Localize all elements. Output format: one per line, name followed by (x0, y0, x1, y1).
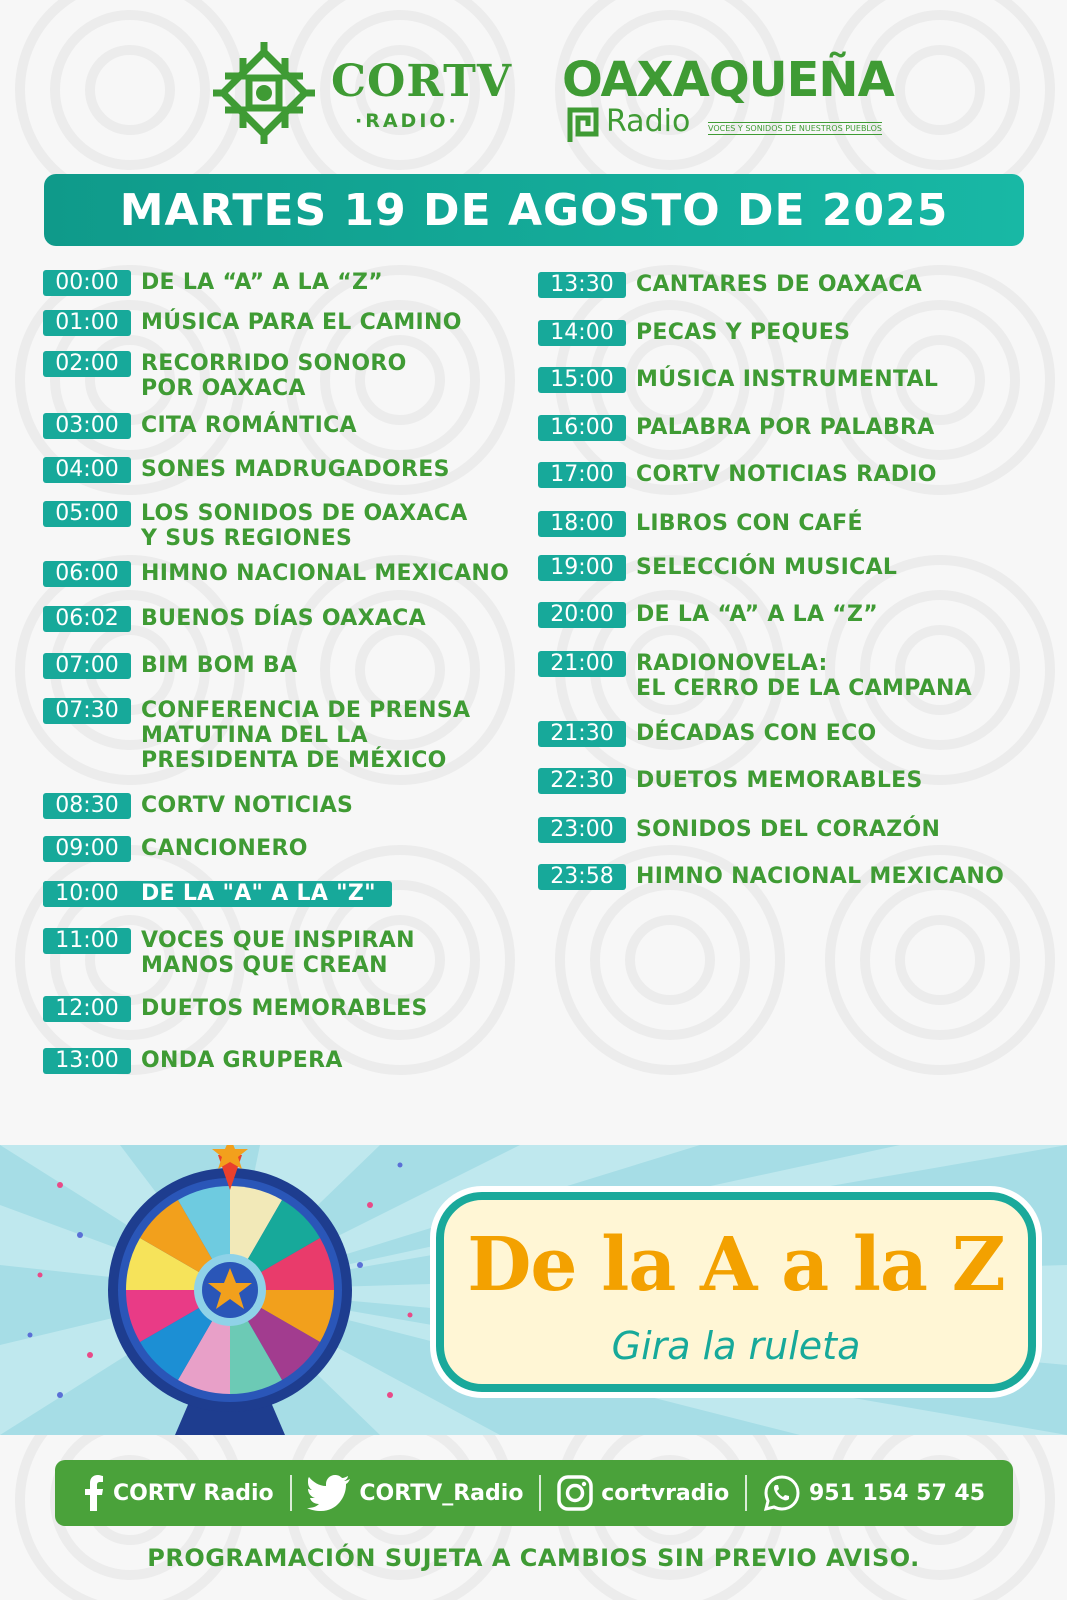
schedule-title: DÉCADAS CON ECO (636, 721, 877, 746)
schedule-title: DE LA “A” A LA “Z” (141, 270, 384, 295)
schedule-title: SONES MADRUGADORES (141, 457, 450, 482)
schedule-title: BUENOS DÍAS OAXACA (141, 606, 426, 631)
cortv-name: CORTV (331, 56, 513, 107)
schedule-time: 20:00 (538, 602, 626, 628)
schedule-title: CANTARES DE OAXACA (636, 272, 923, 297)
social-separator (539, 1475, 541, 1511)
disclaimer: PROGRAMACIÓN SUJETA A CAMBIOS SIN PREVIO AVISO. (147, 1544, 920, 1572)
schedule-time: 07:00 (43, 653, 131, 679)
schedule-entry (43, 793, 353, 819)
schedule-time: 15:00 (538, 367, 626, 393)
whatsapp-link[interactable] (763, 1474, 985, 1512)
schedule-time: 18:00 (538, 511, 626, 537)
schedule-entry (538, 817, 940, 843)
schedule-title: PECAS Y PEQUES (636, 320, 851, 345)
schedule-title: LIBROS CON CAFÉ (636, 511, 863, 536)
schedule-title: LOS SONIDOS DE OAXACA Y SUS REGIONES (141, 501, 468, 551)
schedule-entry (538, 864, 1004, 890)
schedule-time: 21:30 (538, 721, 626, 747)
schedule-title: HIMNO NACIONAL MEXICANO (636, 864, 1005, 889)
schedule-time: 06:02 (43, 606, 131, 632)
schedule-title: MÚSICA INSTRUMENTAL (636, 367, 939, 392)
social-separator (290, 1475, 292, 1511)
schedule-title: VOCES QUE INSPIRAN MANOS QUE CREAN (141, 928, 415, 978)
schedule-time: 04:00 (43, 457, 131, 483)
schedule-entry (538, 602, 878, 628)
oaxaquena-fret-icon (566, 106, 600, 146)
schedule-entry (43, 561, 509, 587)
schedule-entry (43, 457, 450, 483)
schedule-title: CORTV NOTICIAS (141, 793, 354, 818)
schedule-time: 07:30 (43, 698, 131, 724)
oaxaquena-name: OAXAQUEÑA (562, 52, 894, 108)
schedule-time: 23:58 (538, 864, 626, 890)
schedule-time: 13:00 (43, 1048, 131, 1074)
schedule-time: 03:00 (43, 413, 131, 439)
schedule-time: 02:00 (43, 351, 131, 377)
schedule-title: BIM BOM BA (141, 653, 298, 678)
facebook-icon (83, 1475, 105, 1511)
schedule-title: RECORRIDO SONORO POR OAXACA (141, 351, 407, 401)
schedule-title: CITA ROMÁNTICA (141, 413, 357, 438)
schedule-time: 16:00 (538, 415, 626, 441)
schedule-entry (43, 928, 415, 978)
schedule-time: 19:00 (538, 555, 626, 581)
schedule-title: ONDA GRUPERA (141, 1048, 343, 1073)
schedule-entry (43, 351, 407, 401)
promo-subtitle: Gira la ruleta (611, 1324, 861, 1368)
schedule-time: 13:30 (538, 272, 626, 298)
schedule-title: DUETOS MEMORABLES (636, 768, 923, 793)
schedule-title: SELECCIÓN MUSICAL (636, 555, 898, 580)
schedule-entry (43, 413, 357, 439)
schedule-entry (43, 996, 428, 1022)
schedule-time: 22:30 (538, 768, 626, 794)
twitter-bird-icon (307, 1475, 351, 1511)
schedule-title: RADIONOVELA: EL CERRO DE LA CAMPANA (636, 651, 973, 701)
schedule-entry (538, 415, 935, 441)
schedule-time: 08:30 (43, 793, 131, 819)
instagram-handle: cortvradio (601, 1480, 730, 1506)
schedule-title: SONIDOS DEL CORAZÓN (636, 817, 941, 842)
schedule-entry (43, 606, 426, 632)
schedule-time: 00:00 (43, 270, 131, 296)
oaxaquena-tagline: VOCES Y SONIDOS DE NUESTROS PUEBLOS (708, 124, 882, 133)
cortv-radio-logo (205, 36, 513, 151)
schedule-time: 21:00 (538, 651, 626, 677)
cortv-fret-logo-icon (205, 36, 323, 151)
schedule-time: 14:00 (538, 320, 626, 346)
schedule-time: 11:00 (43, 928, 131, 954)
date-banner (44, 174, 1024, 246)
twitter-handle: CORTV_Radio (359, 1480, 524, 1506)
schedule-time: 01:00 (43, 310, 131, 336)
schedule-entry (538, 555, 897, 581)
schedule-title: DE LA “A” A LA “Z” (636, 602, 879, 627)
schedule-title: CONFERENCIA DE PRENSA MATUTINA DEL LA PRESIDENTA DE MÉXICO (141, 698, 471, 773)
schedule-title: DUETOS MEMORABLES (141, 996, 428, 1021)
schedule-entry (538, 511, 863, 537)
schedule-title: PALABRA POR PALABRA (636, 415, 935, 440)
facebook-handle: CORTV Radio (112, 1480, 274, 1506)
cortv-radio-sub: ·RADIO· (355, 110, 459, 132)
schedule-title: DE LA "A" A LA "Z" (141, 881, 376, 906)
schedule-title: CORTV NOTICIAS RADIO (636, 462, 937, 487)
social-separator (745, 1475, 747, 1511)
schedule-title: CANCIONERO (141, 836, 308, 861)
schedule-entry (43, 698, 470, 773)
date-text: MARTES 19 DE AGOSTO DE 2025 (119, 184, 949, 236)
social-bar (55, 1460, 1013, 1526)
schedule-time: 09:00 (43, 836, 131, 862)
schedule-entry (43, 501, 468, 551)
schedule-title: MÚSICA PARA EL CAMINO (141, 310, 462, 335)
whatsapp-icon (763, 1474, 801, 1512)
schedule-entry (43, 1048, 343, 1074)
schedule-entry (43, 310, 462, 336)
schedule-entry (43, 881, 392, 907)
schedule-entry (43, 836, 308, 862)
oaxaquena-radio-logo (562, 52, 902, 152)
schedule-entry (538, 768, 923, 794)
whatsapp-number: 951 154 57 45 (808, 1480, 986, 1506)
oaxaquena-radio-word: Radio (606, 104, 691, 139)
schedule-entry (538, 320, 850, 346)
schedule-entry (538, 367, 938, 393)
schedule-entry (538, 651, 972, 701)
schedule-entry (538, 272, 922, 298)
instagram-link[interactable] (557, 1475, 729, 1511)
promo-card (436, 1192, 1036, 1392)
schedule-time: 10:00 (43, 881, 131, 907)
schedule-time: 23:00 (538, 817, 626, 843)
schedule-time: 12:00 (43, 996, 131, 1022)
schedule-time: 17:00 (538, 462, 626, 488)
schedule-time: 05:00 (43, 501, 131, 527)
schedule-entry (43, 270, 383, 296)
facebook-link[interactable] (83, 1475, 274, 1511)
schedule-time: 06:00 (43, 561, 131, 587)
instagram-icon (557, 1475, 593, 1511)
twitter-link[interactable] (307, 1475, 523, 1511)
schedule-entry (538, 721, 877, 747)
promo-title: De la A a la Z (467, 1222, 1005, 1308)
schedule-title: HIMNO NACIONAL MEXICANO (141, 561, 510, 586)
schedule-entry (538, 462, 937, 488)
schedule-entry (43, 653, 297, 679)
